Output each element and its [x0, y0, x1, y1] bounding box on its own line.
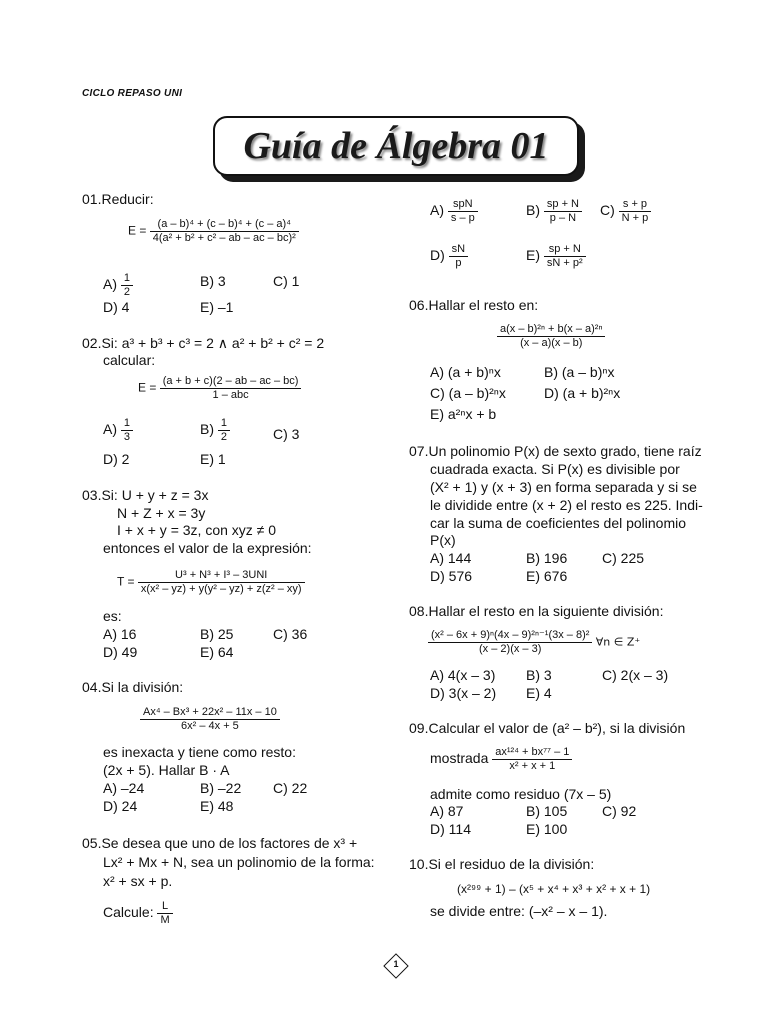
q09-line2: mostrada $\frac{\text{ax¹²⁴ + bx⁷⁷ – 1}}{\text{x² + x + 1}}$	[430, 746, 572, 773]
q02-calcular: calcular:	[103, 352, 156, 368]
q04-option-a: A) –24	[103, 780, 145, 796]
q09-option-e: E) 100	[526, 821, 568, 837]
q07-option-e: E) 676	[526, 568, 568, 584]
q06-equation	[497, 323, 605, 350]
q04-option-c: C) 22	[273, 780, 308, 796]
q09-option-c: C) 92	[602, 803, 637, 819]
q01-lhs: E =	[128, 223, 147, 238]
q01-equation	[128, 218, 299, 245]
q01-option-a-fraction: $\frac{1}{2}$	[121, 272, 133, 299]
q09-option-d: D) 114	[430, 821, 471, 837]
q04-equation	[140, 706, 280, 733]
q08-condition: ∀n ∈ Z⁺	[595, 635, 641, 649]
q05-option-c: C) $\frac{s + p}{N + p}$	[600, 198, 651, 225]
q04-option-b: B) –22	[200, 780, 242, 796]
q07-line4: le dividide entre (x + 2) el resto es 225. Indi-	[430, 497, 703, 513]
q05-stem: 05.Se desea que uno de los factores de x³ +	[82, 835, 358, 851]
q10-stem: 10.Si el residuo de la división:	[409, 856, 595, 872]
q03-stem: 03.Si: U + y + z = 3x	[82, 487, 209, 503]
q01-option-c: C) 1	[273, 273, 300, 289]
q08-option-b: B) 3	[526, 667, 552, 683]
q02-option-e: E) 1	[200, 451, 226, 467]
q08-fraction: $\frac{\text{(x² – 6x + 9)ⁿ(4x – 9)²ⁿ⁻¹(3x – 8)²}}{(x - 2)(x - 3)}$	[428, 629, 592, 656]
q07-option-c: C) 225	[602, 550, 645, 566]
q04-fraction: $\frac{\text{Ax⁴ – Bx³ + 22x² – 11x – 10}}{\text{6x² – 4x + 5}}$	[140, 706, 280, 733]
q05-option-d: D) $\frac{sN}{p}$	[430, 243, 468, 270]
q06-option-c: C) (a – b)²ⁿx	[430, 385, 506, 401]
q06-fraction: $\frac{\text{a(x – b)²ⁿ + b(x – a)²ⁿ}}{(x - a)(x - b)}$	[497, 323, 605, 350]
q06-option-a: A) (a + b)ⁿx	[430, 364, 501, 380]
q05-option-b: B) $\frac{sp + N}{p - N}$	[526, 198, 582, 225]
q01-num: (a – b)⁴ + (c – b)⁴ + (c – a)⁴	[150, 218, 299, 232]
q05-line4: Calcule: $\frac{L}{M}$	[103, 900, 173, 927]
q02-equation: E = (a + b + c)(2 – ab – ac – bc) 1 – abc	[138, 375, 301, 402]
q04-option-d: D) 24	[103, 798, 138, 814]
q03-line2: N + Z + x = 3y	[117, 505, 206, 521]
q03-equation: T = U³ + N³ + I³ – 3UNI x(x² – yz) + y(y² – yz) + z(z² – xy)	[117, 569, 305, 596]
q01-option-e: E) –1	[200, 299, 234, 315]
q03-line4: entonces el valor de la expresión:	[103, 540, 312, 556]
q03-option-b: B) 25	[200, 626, 234, 642]
q02-option-d: D) 2	[103, 451, 130, 467]
q04-stem: 04.Si la división:	[82, 679, 184, 695]
q07-line3: (X² + 1) y (x + 3) en forma separada y si se	[430, 479, 697, 495]
q09-option-b: B) 105	[526, 803, 568, 819]
q08-equation	[428, 629, 640, 656]
q08-stem: 08.Hallar el resto en la siguiente división:	[409, 603, 664, 619]
q04-option-e: E) 48	[200, 798, 234, 814]
q01-option-d: D) 4	[103, 299, 130, 315]
q01-den: 4(a² + b² + c² – ab – ac – bc)²	[152, 232, 296, 244]
q07-option-d: D) 576	[430, 568, 473, 584]
page-number-badge	[385, 955, 407, 977]
course-header: CICLO REPASO UNI	[82, 88, 183, 99]
q08-option-e: E) 4	[526, 685, 552, 701]
page-title: Guía de Álgebra 01	[243, 125, 549, 167]
q10-expression: (x²⁹⁹ + 1) – (x⁵ + x⁴ + x³ + x² + x + 1)	[457, 882, 651, 896]
q08-option-a: A) 4(x – 3)	[430, 667, 496, 683]
page-number: 1	[393, 959, 399, 969]
q09-stem: 09.Calcular el valor de (a² – b²), si la división	[409, 720, 686, 736]
q09-option-a: A) 87	[430, 803, 464, 819]
q02-stem: 02.Si: a³ + b³ + c³ = 2 ∧ a² + b² + c² = 2	[82, 335, 325, 351]
q05-option-a: A) spN s – p	[430, 198, 478, 225]
q05-fraction: $\frac{L}{M}$	[157, 900, 172, 927]
q01-option-b: B) 3	[200, 273, 226, 289]
q07-line5: car la suma de coeficientes del polinomio	[430, 515, 687, 531]
q06-option-b: B) (a – b)ⁿx	[544, 364, 615, 380]
title-box	[213, 116, 579, 176]
q08-option-d: D) 3(x – 2)	[430, 685, 497, 701]
q03-fraction: U³ + N³ + I³ – 3UNI x(x² – yz) + y(y² – yz) + z(z² – xy)	[138, 569, 305, 596]
q02-option-a: A) $\frac{1}{3}$	[103, 417, 133, 444]
q03-option-e: E) 64	[200, 644, 234, 660]
q07-option-b: B) 196	[526, 550, 568, 566]
q06-stem: 06.Hallar el resto en:	[409, 297, 539, 313]
q03-option-d: D) 49	[103, 644, 138, 660]
q01-stem: 01.Reducir:	[82, 191, 154, 207]
q03-option-c: C) 36	[273, 626, 308, 642]
q04-line3: (2x + 5). Hallar B · A	[103, 762, 230, 778]
q09-fraction: $\frac{\text{ax¹²⁴ + bx⁷⁷ – 1}}{\text{x² + x + 1}}$	[492, 746, 572, 773]
q07-line1: 07.Un polinomio P(x) de sexto grado, tiene raíz	[409, 443, 702, 459]
q03-line3: I + x + y = 3z, con xyz ≠ 0	[117, 522, 277, 538]
q05-line2: Lx² + Mx + N, sea un polinomio de la forma:	[103, 854, 375, 870]
q05-option-e: E) $\frac{sp + N}{\text{sN + p²}}$	[526, 243, 586, 270]
q03-es: es:	[103, 608, 122, 624]
q07-line6: P(x)	[430, 532, 456, 548]
q10-line3: se divide entre: (–x² – x – 1).	[430, 903, 608, 919]
q09-line3: admite como residuo (7x – 5)	[430, 786, 612, 802]
q01-option-a: A) $\frac{1}{2}$	[103, 272, 133, 299]
q06-option-d: D) (a + b)²ⁿx	[544, 385, 621, 401]
q01-fraction	[150, 218, 299, 245]
q07-option-a: A) 144	[430, 550, 472, 566]
q02-option-c: C) 3	[273, 426, 300, 442]
q05-line3: x² + sx + p.	[103, 873, 173, 889]
q07-line2: cuadrada exacta. Si P(x) es divisible por	[430, 461, 680, 477]
q03-option-a: A) 16	[103, 626, 137, 642]
q04-line2: es inexacta y tiene como resto:	[103, 744, 296, 760]
q02-fraction: (a + b + c)(2 – ab – ac – bc) 1 – abc	[160, 375, 302, 402]
q08-option-c: C) 2(x – 3)	[602, 667, 669, 683]
q02-option-b: B) $\frac{1}{2}$	[200, 417, 230, 444]
q06-option-e: E) a²ⁿx + b	[430, 406, 497, 422]
